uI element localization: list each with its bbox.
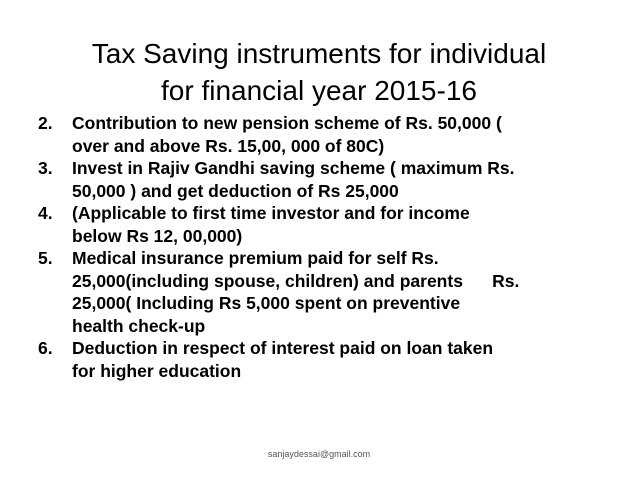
item-number: 4. <box>38 203 53 223</box>
footer-email: sanjaydessai@gmail.com <box>267 449 371 459</box>
item-text-line: 25,000( Including Rs 5,000 spent on preventive <box>72 293 461 313</box>
list-item <box>38 247 608 337</box>
item-number: 5. <box>38 248 53 268</box>
item-number: 6. <box>38 338 53 358</box>
item-text-line: Deduction in respect of interest paid on loan taken <box>72 338 494 358</box>
item-text-line: Invest in Rajiv Gandhi saving scheme ( maximum Rs. <box>72 158 515 178</box>
item-text-line: Medical insurance premium paid for self Rs. <box>72 248 439 268</box>
item-text-line: below Rs 12, 00,000) <box>72 225 243 246</box>
item-text <box>72 157 608 202</box>
item-text-line: for higher education <box>72 360 242 381</box>
title-line: Tax Saving instruments for individual <box>91 37 547 69</box>
item-text-line: health check-up <box>72 315 206 336</box>
item-text <box>72 202 608 247</box>
list-item <box>38 202 608 247</box>
list-item <box>38 157 608 202</box>
item-text <box>72 337 608 382</box>
slide-title <box>40 35 598 109</box>
item-number: 3. <box>38 158 53 178</box>
item-text-line: over and above Rs. 15,00, 000 of 80C) <box>72 135 385 156</box>
item-number: 2. <box>38 113 53 133</box>
item-text-line: (Applicable to first time investor and for income <box>72 203 470 223</box>
title-line: for financial year 2015-16 <box>161 74 477 106</box>
item-text-line: Contribution to new pension scheme of Rs. 50,000 ( <box>72 113 502 133</box>
item-text-line: 50,000 ) and get deduction of Rs 25,000 <box>72 180 399 201</box>
list-item <box>38 112 608 157</box>
instrument-list <box>38 112 608 382</box>
item-text <box>72 247 608 337</box>
item-text <box>72 112 608 157</box>
item-text-line: 25,000(including spouse, children) and parents Rs. <box>72 270 520 291</box>
list-item <box>38 337 608 382</box>
